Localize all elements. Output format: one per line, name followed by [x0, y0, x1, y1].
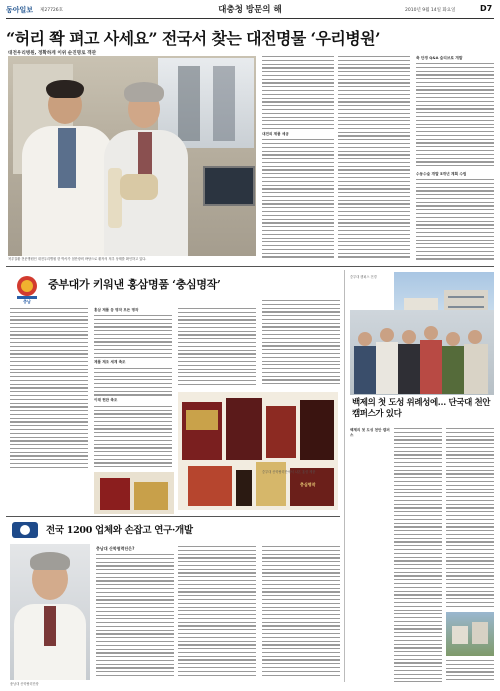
- bottom-logo: [10, 520, 40, 540]
- middle-subhead-3: 이래 현판 축조: [94, 398, 172, 404]
- section-divider-2: [6, 516, 340, 517]
- middle-subhead-2: 제품 제조 세계 축조: [94, 360, 172, 366]
- bottom-article-col2: [178, 546, 256, 682]
- bottom-headline: 전국 1200 업체와 손잡고 연구·개발: [46, 525, 193, 536]
- top-right-subhead-1: 축 단경 Q&A 슬리브로 개발: [416, 56, 463, 60]
- top-headline: “허리 쫙 펴고 사세요” 전국서 찾는 대전명물 ‘우리병원’: [6, 29, 380, 48]
- page-number: D7: [480, 4, 493, 13]
- product-label: 충심명작: [300, 482, 316, 487]
- paper-name: 동아일보: [6, 5, 34, 14]
- top-left-subhead: 대전외 제품 세공: [262, 132, 334, 138]
- top-article-col3b: [416, 179, 494, 263]
- right-article-col1: [394, 428, 442, 682]
- right-article-col2: [446, 428, 494, 608]
- section-divider-1: [6, 266, 494, 267]
- middle-subhead-1: 홍삼 제품 등 명작 모든 명작: [94, 308, 139, 312]
- top-right-subhead-2: 수동수술 개발 5개년 계획 수립: [416, 172, 467, 176]
- campus-aerial-photo: [446, 612, 494, 656]
- bottom-article-col1: [96, 554, 174, 682]
- middle-article-col4: [262, 300, 340, 388]
- section-title: 대충청 방문의 해: [218, 5, 282, 15]
- top-article-col1: [262, 56, 334, 262]
- top-article-col3a: [416, 63, 494, 169]
- middle-article-col2: [94, 315, 172, 470]
- middle-article-col1: [10, 308, 88, 470]
- right-article-col2b: [446, 660, 494, 682]
- region-logo: [10, 272, 44, 306]
- masthead-rule: [6, 18, 494, 19]
- portrait-caption: 충남대 산학협력단장: [10, 682, 39, 686]
- hospital-photo: [8, 56, 256, 256]
- right-headline: [352, 398, 494, 420]
- right-headline-text: 백제의 첫 도성 위례성에… 단국대 천안캠퍼스가 있다: [352, 398, 491, 419]
- product-caption: 중부대 산학협력단에서 나온 홍삼 제품: [262, 470, 316, 474]
- region-logo-text: 충남: [23, 299, 31, 304]
- bottom-article-col3: [262, 546, 340, 682]
- issue-date: 2010년 9월 14일 화요일: [405, 8, 456, 13]
- bottom-subhead: 충남대 산학협력단은?: [96, 546, 135, 551]
- university-emblem-icon: [10, 520, 40, 540]
- middle-headline: 중부대가 키워낸 홍삼명품 ‘충심명작’: [48, 278, 221, 291]
- top-article-col2: [338, 56, 410, 262]
- professor-portrait: [10, 544, 90, 680]
- ginseng-products-photo: [178, 392, 338, 510]
- top-subhead: 대전우리병원, 정확하게 이위 순진명로 객관: [8, 51, 97, 56]
- campus-photo-caption: 중부대 캠퍼스 전경: [350, 275, 377, 279]
- middle-column-divider: [344, 270, 345, 682]
- top-photo-caption: 척추질환 전문병원인 대전우리병원 한 박사가 첨단장비 바탕으로 환자의 척추 상태를 확인하고 있다.: [8, 257, 147, 261]
- middle-article-col3: [178, 308, 256, 388]
- side-caption: 백제의 첫 도성 천안 캠퍼스: [350, 428, 390, 437]
- students-photo: [350, 310, 494, 395]
- gift-box-photo: [94, 472, 174, 514]
- issue-number: 제27726호: [40, 8, 64, 13]
